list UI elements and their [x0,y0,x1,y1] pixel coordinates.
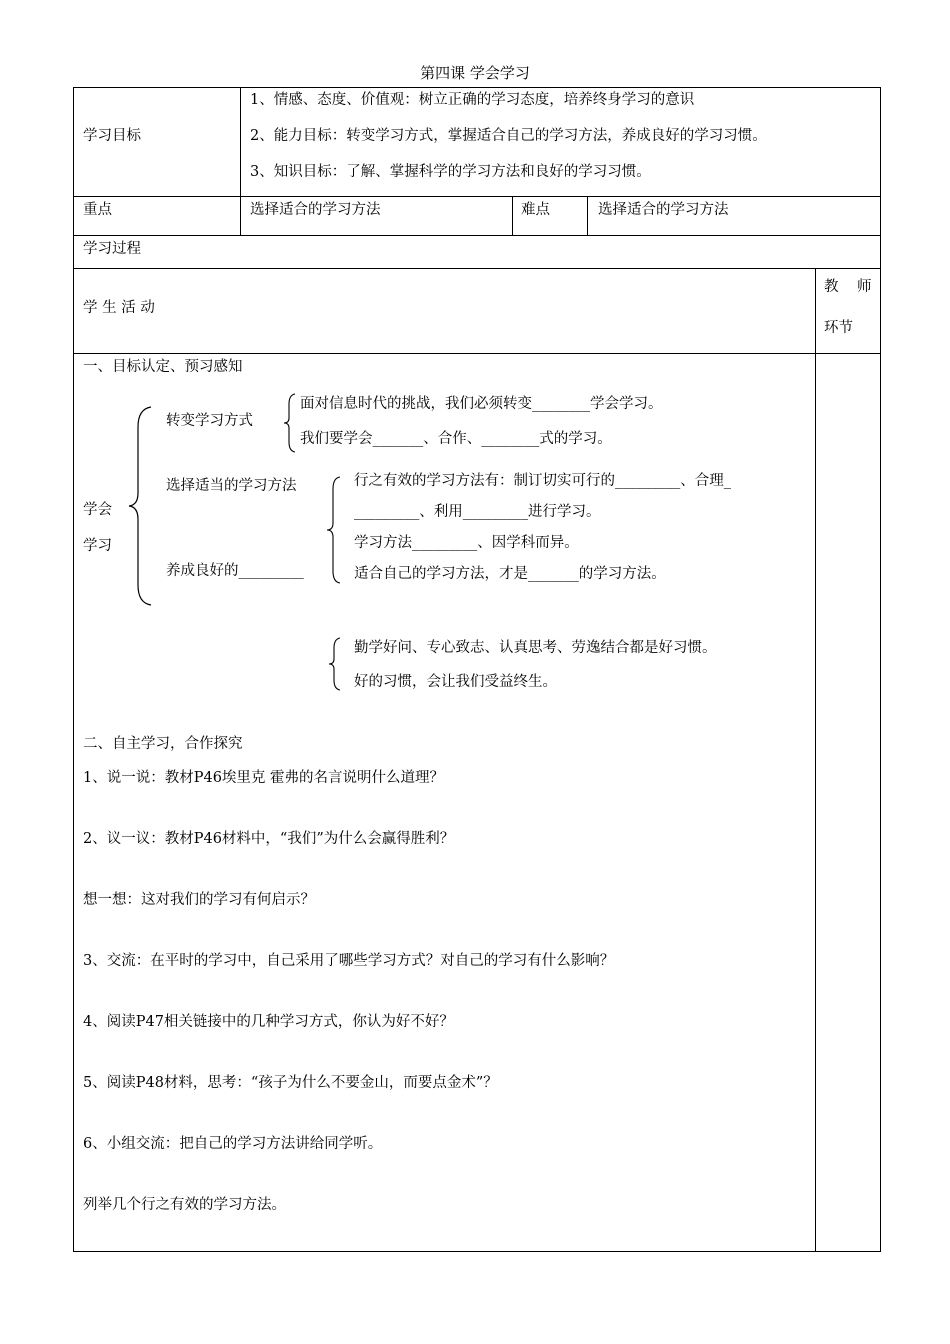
goals-label: 学习目标 [83,128,141,144]
table-rule [240,87,241,236]
table-rule [73,235,881,236]
difficulty-value: 选择适合的学习方法 [598,202,729,218]
table-rule [587,196,588,236]
table-rule [73,196,881,197]
branch-change-method: 转变学习方式 [166,413,253,429]
brace-a-icon [283,392,297,454]
teacher-char-2: 师 [857,279,872,295]
branch-choose-method: 选择适当的学习方法 [166,478,297,494]
main-brace-icon [126,405,156,607]
table-rule [73,353,881,354]
key-point-value: 选择适合的学习方法 [250,202,381,218]
leaf-a-1: 面对信息时代的挑战，我们必须转变________学会学习。 [300,396,663,412]
question-5: 5、阅读P48材料，思考：“孩子为什么不要金山，而要点金术”？ [83,1075,498,1091]
leaf-b-4: 适合自己的学习方法，才是_______的学习方法。 [354,566,666,582]
process-label: 学习过程 [83,241,141,257]
leaf-b-3: 学习方法_________、因学科而异。 [354,535,579,551]
question-2-followup: 想一想：这对我们的学习有何启示？ [83,892,315,908]
difficulty-label: 难点 [521,202,550,218]
leaf-b-2: _________、利用_________进行学习。 [354,504,601,520]
root-label-2: 学习 [83,538,112,554]
table-border-left [73,87,74,1252]
question-6-followup: 列举几个行之有效的学习方法。 [83,1197,286,1213]
branch-good-habit: 养成良好的_________ [166,563,304,579]
question-3: 3、交流：在平时的学习中，自己采用了哪些学习方式？对自己的学习有什么影响？ [83,953,615,969]
leaf-c-1: 勤学好问、专心致志、认真思考、劳逸结合都是好习惯。 [354,640,717,656]
question-1: 1、说一说：教材P46埃里克 霍弗的名言说明什么道理？ [83,770,445,786]
question-4: 4、阅读P47相关链接中的几种学习方式，你认为好不好？ [83,1014,454,1030]
question-2: 2、议一议：教材P46材料中，“我们”为什么会赢得胜利？ [83,831,455,847]
question-6: 6、小组交流：把自己的学习方法讲给同学听。 [83,1136,383,1152]
table-border-top [73,87,881,88]
student-activity-label: 学 生 活 动 [83,300,155,316]
goal-item-2: 2、能力目标：转变学习方式，掌握适合自己的学习方法，养成良好的学习习惯。 [250,128,767,144]
section2-title: 二、自主学习，合作探究 [83,736,243,752]
goal-item-1: 1、情感、态度、价值观：树立正确的学习态度，培养终身学习的意识 [250,92,695,108]
teacher-section-label: 环节 [824,320,853,336]
document-title: 第四课 学会学习 [420,64,530,82]
brace-b-icon [325,475,343,585]
table-rule [512,196,513,236]
brace-c-icon [327,636,343,692]
leaf-a-2: 我们要学会_______、合作、________式的学习。 [300,431,612,447]
table-border-bottom [73,1251,881,1252]
leaf-c-2: 好的习惯，会让我们受益终生。 [354,674,557,690]
section1-title: 一、目标认定、预习感知 [83,359,243,375]
teacher-char-1: 教 [824,279,839,295]
leaf-b-1: 行之有效的学习方法有：制订切实可行的_________、合理_ [354,473,731,489]
root-label-1: 学会 [83,502,112,518]
table-rule [73,268,881,269]
goal-item-3: 3、知识目标：了解、掌握科学的学习方法和良好的学习习惯。 [250,164,651,180]
table-rule [815,268,816,1252]
key-point-label: 重点 [83,202,112,218]
table-border-right [880,87,881,1252]
